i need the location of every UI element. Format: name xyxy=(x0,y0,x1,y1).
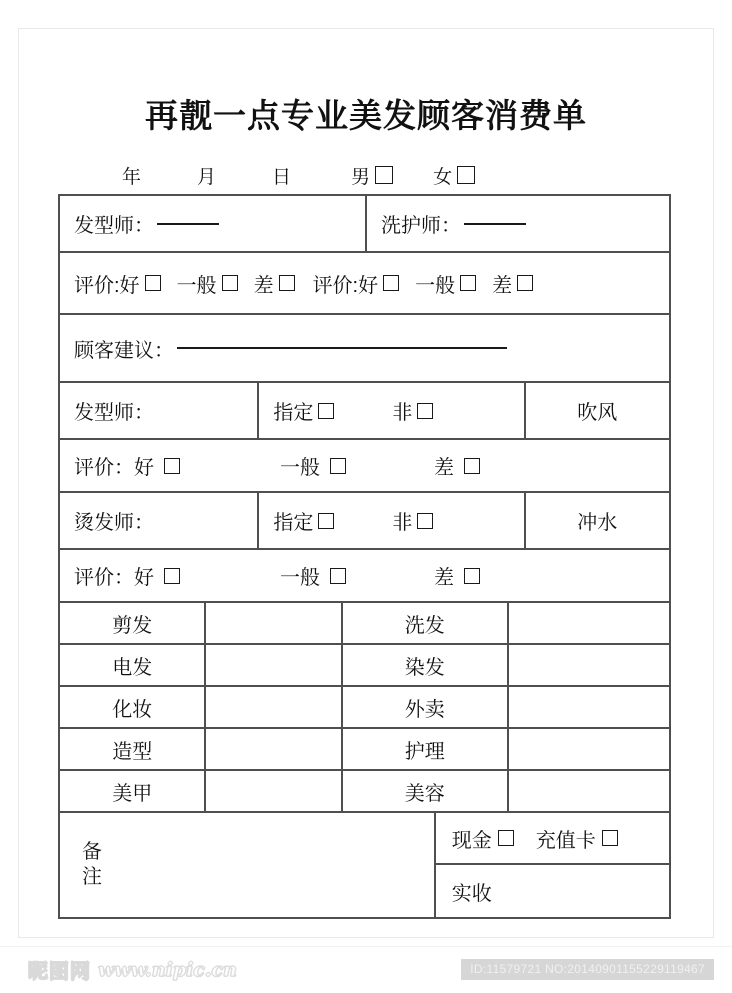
table-row-stylist-evaluation xyxy=(60,440,671,493)
checkbox-icon-perm-poor[interactable] xyxy=(464,568,480,584)
watermark-id-badge: ID:11579721 NO:20140901155229119467 xyxy=(461,959,714,980)
checkbox-icon-left-good[interactable] xyxy=(145,275,161,291)
perm-assigned-option[interactable] xyxy=(273,506,334,535)
service-name-right: 护理 xyxy=(343,729,508,769)
table-row-perm-assignment xyxy=(60,493,671,550)
nipic-url-text: www.nipic.cn xyxy=(98,958,237,981)
stylist-eval-poor-label: 差 xyxy=(434,457,454,479)
customer-advice-blank[interactable] xyxy=(177,347,507,349)
stylist-eval-poor[interactable] xyxy=(434,451,480,480)
stylist-eval-average[interactable] xyxy=(280,451,346,480)
amount-received-cell[interactable] xyxy=(436,865,669,917)
gender-male-option[interactable] xyxy=(351,162,393,189)
eval-left-poor[interactable] xyxy=(254,269,295,298)
stylist-assigned-label: 指定 xyxy=(273,402,314,424)
service-price-left[interactable] xyxy=(206,603,343,643)
service-price-right[interactable] xyxy=(509,645,670,685)
eval-left-average[interactable] xyxy=(177,269,238,298)
blow-dry-cell[interactable] xyxy=(526,383,670,438)
checkbox-icon-perm-not-assigned[interactable] xyxy=(417,513,433,529)
perm-eval-poor[interactable] xyxy=(434,561,480,590)
stylist-assignment-label: 发型师： xyxy=(74,402,154,424)
service-price-right[interactable] xyxy=(509,771,670,811)
service-name-right: 染发 xyxy=(343,645,508,685)
year-label: 年 xyxy=(122,166,142,188)
eval-right-good-label: 评价:好 xyxy=(312,274,379,297)
service-name-left: 造型 xyxy=(60,729,206,769)
service-price-left[interactable] xyxy=(206,729,343,769)
checkbox-icon-stylist-poor[interactable] xyxy=(464,458,480,474)
rinse-label: 冲水 xyxy=(577,512,618,534)
service-name-left: 化妆 xyxy=(60,687,206,727)
table-row-service xyxy=(60,687,671,729)
service-name-left: 电发 xyxy=(60,645,206,685)
stylist-name-blank[interactable] xyxy=(157,223,219,225)
nipic-logo xyxy=(28,955,237,984)
gender-female-label: 女 xyxy=(433,166,453,188)
eval-right-average-label: 一般 xyxy=(415,274,456,297)
service-name-right: 洗发 xyxy=(343,603,508,643)
payment-cash-label: 现金 xyxy=(451,829,492,852)
perm-assignment-options-cell xyxy=(259,493,525,548)
service-price-right[interactable] xyxy=(509,729,670,769)
remark-cell[interactable] xyxy=(60,813,436,917)
perm-eval-good[interactable] xyxy=(74,561,180,590)
blow-dry-label: 吹风 xyxy=(577,402,618,424)
table-row-service xyxy=(60,729,671,771)
remark-label-line1: 备 xyxy=(82,841,102,863)
payment-stored-card-label: 充值卡 xyxy=(535,829,596,852)
table-row-service xyxy=(60,771,671,813)
table-row-perm-evaluation xyxy=(60,550,671,603)
checkbox-icon-stored-card[interactable] xyxy=(602,830,618,846)
eval-right-good[interactable] xyxy=(313,269,400,298)
stylist-assigned-option[interactable] xyxy=(273,396,334,425)
stylist-not-assigned-label: 非 xyxy=(392,402,413,424)
stylist-assignment-label-cell xyxy=(60,383,259,438)
checkbox-icon-stylist-average[interactable] xyxy=(330,458,346,474)
perm-assignment-label-cell xyxy=(60,493,259,548)
perm-not-assigned-label: 非 xyxy=(392,512,413,534)
checkbox-icon-stylist-not-assigned[interactable] xyxy=(417,403,433,419)
stylist-evaluation-cell xyxy=(60,440,669,491)
washer-name-label: 洗护师： xyxy=(381,215,461,237)
checkbox-icon-stylist-assigned[interactable] xyxy=(318,403,334,419)
checkbox-icon-right-poor[interactable] xyxy=(517,275,533,291)
perm-eval-poor-label: 差 xyxy=(434,567,454,589)
perm-eval-average-label: 一般 xyxy=(280,567,320,589)
remark-label xyxy=(60,840,102,890)
checkbox-icon-left-average[interactable] xyxy=(222,275,238,291)
perm-not-assigned-option[interactable] xyxy=(392,506,433,535)
table-row-service xyxy=(60,603,671,645)
eval-right-poor-label: 差 xyxy=(492,274,513,297)
payment-method-cell xyxy=(436,813,669,865)
service-price-right[interactable] xyxy=(509,603,670,643)
eval-right-poor[interactable] xyxy=(492,269,533,298)
eval-left-good-label: 评价:好 xyxy=(74,274,140,297)
gender-female-option[interactable] xyxy=(433,162,475,189)
checkbox-icon-left-poor[interactable] xyxy=(279,275,295,291)
stylist-name-cell[interactable] xyxy=(60,196,367,251)
stylist-eval-good-label: 评价：好 xyxy=(74,457,154,479)
gender-male-label: 男 xyxy=(351,166,371,188)
checkbox-icon-female[interactable] xyxy=(457,166,475,184)
month-label: 月 xyxy=(197,166,217,188)
service-price-left[interactable] xyxy=(206,771,343,811)
payment-stored-card-option[interactable] xyxy=(536,824,618,853)
stylist-eval-good[interactable] xyxy=(74,451,180,480)
payment-cash-option[interactable] xyxy=(452,824,514,853)
customer-advice-cell[interactable] xyxy=(60,315,669,381)
day-label: 日 xyxy=(272,166,292,188)
eval-left-poor-label: 差 xyxy=(253,274,274,297)
page-title: 再靓一点专业美发顾客消费单 xyxy=(145,96,587,135)
service-name-left: 剪发 xyxy=(60,603,206,643)
perm-eval-average[interactable] xyxy=(280,561,346,590)
service-price-right[interactable] xyxy=(509,687,670,727)
checkbox-icon-cash[interactable] xyxy=(498,830,514,846)
payment-column xyxy=(436,813,669,917)
perm-assignment-label: 烫发师： xyxy=(74,512,154,534)
checkbox-icon-right-average[interactable] xyxy=(460,275,476,291)
table-row-stylist-assignment xyxy=(60,383,671,440)
perm-evaluation-cell xyxy=(60,550,669,601)
service-price-left[interactable] xyxy=(206,645,343,685)
washer-name-cell[interactable] xyxy=(367,196,669,251)
amount-received-label: 实收 xyxy=(451,882,492,905)
checkbox-icon-perm-assigned[interactable] xyxy=(318,513,334,529)
checkbox-icon-perm-average[interactable] xyxy=(330,568,346,584)
table-row-evaluation-pair xyxy=(60,253,671,315)
stylist-assignment-options-cell xyxy=(259,383,525,438)
footer-watermark-bar xyxy=(0,946,732,993)
table-row-service xyxy=(60,645,671,687)
eval-right-average[interactable] xyxy=(415,269,476,298)
service-name-right: 美容 xyxy=(343,771,508,811)
checkbox-icon-perm-good[interactable] xyxy=(164,568,180,584)
stylist-name-label: 发型师： xyxy=(74,215,154,237)
checkbox-icon-male[interactable] xyxy=(375,166,393,184)
nipic-logo-text: 昵图网 xyxy=(28,959,91,983)
service-price-left[interactable] xyxy=(206,687,343,727)
table-row-customer-advice xyxy=(60,315,671,383)
eval-left-good[interactable] xyxy=(74,269,161,298)
customer-advice-label: 顾客建议： xyxy=(74,339,174,362)
perm-eval-good-label: 评价：好 xyxy=(74,567,154,589)
perm-assigned-label: 指定 xyxy=(273,512,314,534)
rinse-cell[interactable] xyxy=(526,493,670,548)
eval-left-average-label: 一般 xyxy=(176,274,217,297)
date-gender-bar xyxy=(110,160,490,190)
checkbox-icon-stylist-good[interactable] xyxy=(164,458,180,474)
checkbox-icon-right-good[interactable] xyxy=(383,275,399,291)
stylist-not-assigned-option[interactable] xyxy=(392,396,433,425)
service-name-right: 外卖 xyxy=(343,687,508,727)
table-row-remark-payment xyxy=(60,813,671,919)
remark-label-line2: 注 xyxy=(82,866,102,888)
stylist-eval-average-label: 一般 xyxy=(280,457,320,479)
service-name-left: 美甲 xyxy=(60,771,206,811)
receipt-table xyxy=(58,194,671,919)
table-row-staff xyxy=(60,196,671,253)
washer-name-blank[interactable] xyxy=(464,223,526,225)
evaluation-pair-cell xyxy=(60,253,669,313)
